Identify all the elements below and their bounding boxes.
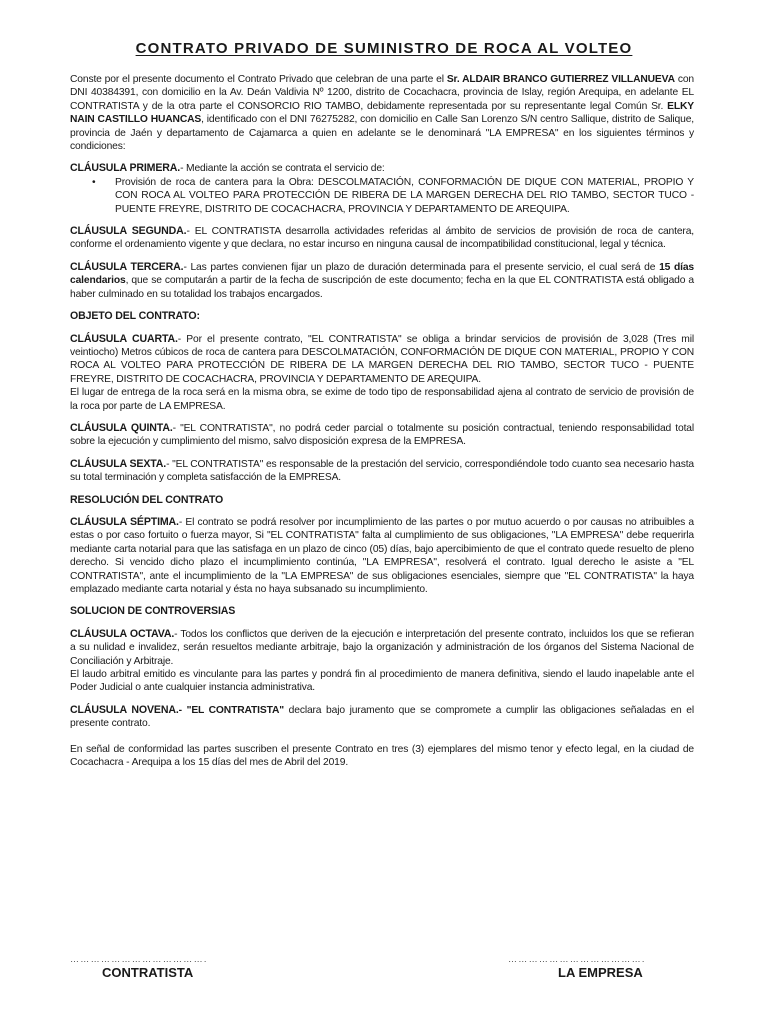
clausula-quinta — [70, 422, 694, 449]
clausula-segunda-text: - EL CONTRATISTA desarrolla actividades referidas al ámbito de servicios de provisión de roca de cantera, conforme el ordenamiento vigente y que declara, no estar incurso en ninguna causal de incompatibilidad constitucional, legal y técnica. — [70, 226, 694, 251]
clausula-sexta — [70, 458, 694, 485]
clausula-segunda-label: CLÁUSULA SEGUNDA. — [70, 225, 187, 238]
clausula-quinta-text: - "EL CONTRATISTA", no podrá ceder parcial o totalmente su posición contractual, teniendo responsabilidad total sobre la ejecución y cumplimiento del mismo, salvo disposición expresa de la EMPRESA. — [70, 422, 694, 448]
clausula-primera-text: - Mediante la acción se contrata el servicio de: — [180, 163, 385, 175]
clausula-quinta-label: CLÁUSULA QUINTA. — [70, 421, 173, 434]
clausula-tercera-text-2: , que se computarán a partir de la fecha de suscripción de este documento; fecha en la que EL CONTRATISTA está obligado a haber culminado en su totalidad los trabajos encargados. — [70, 275, 694, 300]
clausula-tercera-label: CLÁUSULA TERCERA. — [70, 260, 184, 273]
representative-name: ELKY NAIN CASTILLO HUANCAS — [70, 100, 694, 126]
heading-resolucion: RESOLUCIÓN DEL CONTRATO — [70, 493, 224, 506]
clausula-tercera — [70, 261, 694, 301]
clausula-octava-label: CLÁUSULA OCTAVA. — [70, 627, 175, 640]
document-body — [70, 73, 694, 769]
signature-line: …………………………………. — [508, 954, 646, 964]
document-title: CONTRATO PRIVADO DE SUMINISTRO DE ROCA AL VOLTEO — [135, 40, 633, 57]
intro-text-3: , identificado con el DNI 76275282, con domicilio en Calle San Lorenzo S/N centro Sallique, distrito de Salique, provincia de Jaén y departamento de Cajamarca a quien en adelante se le denominará "LA EMPRESA" en los siguientes términos y condiciones: — [70, 114, 694, 153]
clausula-tercera-text-1: - Las partes convienen fijar un plazo de duración determinada para el presente servicio, el cual será de — [183, 261, 660, 273]
clausula-cuarta-text-2: El lugar de entrega de la roca será en la misma obra, se exime de todo tipo de responsabilidad ajena al contrato de servicio de provisión de la roca por parte de LA EMPRESA. — [70, 387, 694, 412]
intro-text-2: con DNI 40384391, con domicilio en la Av. Deán Valdivia Nº 1200, distrito de Cocachacra, provincia de Islay, región Arequipa, en adelante EL CONTRATISTA y de la otra parte el CONSORCIO RIO TAMBO, debidamente representada por su representante legal Común Sr. — [70, 74, 694, 112]
clausula-septima-label: CLÁUSULA SÉPTIMA. — [70, 515, 179, 528]
clausula-octava — [70, 628, 694, 668]
intro-paragraph — [70, 73, 694, 153]
clausula-sexta-label: CLÁUSULA SEXTA. — [70, 457, 167, 470]
clausula-octava-text-2: El laudo arbitral emitido es vinculante para las partes y pondrá fin al procedimiento de manera definitiva, siendo el laudo inapelable ante el Poder Judicial o ante cualquier instancia administrativa. — [70, 669, 694, 694]
clausula-novena-label: CLÁUSULA NOVENA. — [70, 703, 179, 716]
clausula-novena — [70, 704, 694, 731]
clausula-cuarta-text: - Por el presente contrato, "EL CONTRATISTA" se obliga a brindar servicios de provisión de 3,028 (Tres mil veintiocho) Metros cúbicos de roca de cantera para DESCOLMATACIÓN, CONFORMACIÓN DE DIQUE CON MATERIAL, PROPIO Y CON ROCA AL VOLTEO PARA PROTECCIÓN DE RIBERA DE LA MARGEN DERECHA DEL RIO TAMBO, SECTOR TUCO - PUENTE FREYRE, DISTRITO DE COCACHACRA, PROVINCIA Y DEPARTAMENTO DE AREQUIPA. — [70, 333, 694, 385]
heading-controversias: SOLUCION DE CONTROVERSIAS — [70, 605, 236, 618]
signature-contratista — [70, 954, 208, 980]
clausula-octava-text: - Todos los conflictos que deriven de la ejecución e interpretación del presente contrato, incluidos los que se refieran a su nulidad e invalidez, serán resueltos mediante arbitraje, bajo la organización y administración de los órganos del Sistema Nacional de Conciliación y Arbitraje. — [70, 628, 694, 667]
clausula-novena-text: declara bajo juramento que se compromete a cumplir las obligaciones señaladas en el presente contrato. — [70, 704, 694, 730]
plazo-duracion: 15 días calendarios — [70, 261, 694, 287]
clausula-primera-label: CLÁUSULA PRIMERA. — [70, 162, 181, 175]
signature-label-contratista: CONTRATISTA — [102, 965, 194, 980]
clausula-cuarta — [70, 333, 694, 387]
signature-label-empresa: LA EMPRESA — [558, 965, 643, 980]
clausula-cuarta-label: CLÁUSULA CUARTA. — [70, 332, 178, 345]
closing-paragraph: En señal de conformidad las partes suscriben el presente Contrato en tres (3) ejemplares del mismo tenor y efecto legal, en la ciudad de Cocachacra - Arequipa a los 15 días del mes de Abril del 2019. — [70, 743, 694, 769]
intro-text-1: Conste por el presente documento el Contrato Privado que celebran de una parte el — [70, 74, 447, 85]
contractor-name: Sr. ALDAIR BRANCO GUTIERREZ VILLANUEVA — [446, 74, 675, 85]
heading-objeto: OBJETO DEL CONTRATO: — [70, 310, 200, 323]
clausula-primera — [70, 162, 694, 175]
clausula-sexta-text: - "EL CONTRATISTA" es responsable de la prestación del servicio, correspondiéndole todo cuanto sea necesario hasta su total terminación y completa satisfacción de la EMPRESA. — [70, 458, 694, 484]
signature-line: …………………………………. — [70, 954, 208, 964]
clausula-novena-party: - "EL CONTRATISTA" — [178, 704, 284, 716]
signature-empresa — [508, 954, 646, 980]
clausula-septima-text: - El contrato se podrá resolver por incumplimiento de las partes o por mutuo acuerdo o por causas no atribuibles a estas o por caso fortuito o fuerza mayor, Si "EL CONTRATISTA" falta al cumplimiento de sus obligaciones, "LA EMPRESA" debe requerirla mediante carta notarial para que las satisfaga en un plazo de cinco (05) días, bajo apercibimiento de que el contrato quede resuelto de pleno derecho. Si vencido dicho plazo el incumplimiento continúa, "LA EMPRESA", resolverá el contrato. Igual derecho le asiste a "EL CONTRATISTA", ante el incumplimiento de la "LA EMPRESA" de sus obligaciones esenciales, siempre que "EL CONTRATISTA" la haya emplazado mediante carta notarial y ésta no haya subsanado su incumplimiento. — [70, 516, 694, 595]
clausula-primera-list — [70, 176, 694, 216]
list-item: • Provisión de roca de cantera para la Obra: DESCOLMATACIÓN, CONFORMACIÓN DE DIQUE CON MATERIAL, PROPIO Y CON ROCA AL VOLTEO PARA PROTECCIÓN DE RIBERA DE LA MARGEN DERECHA DEL RIO TAMBO, SECTOR TUCO - PUENTE FREYRE, DISTRITO DE COCACHACRA, PROVINCIA Y DEPARTAMENTO DE AREQUIPA. — [70, 176, 694, 216]
clausula-segunda — [70, 225, 694, 252]
clausula-septima — [70, 516, 694, 596]
